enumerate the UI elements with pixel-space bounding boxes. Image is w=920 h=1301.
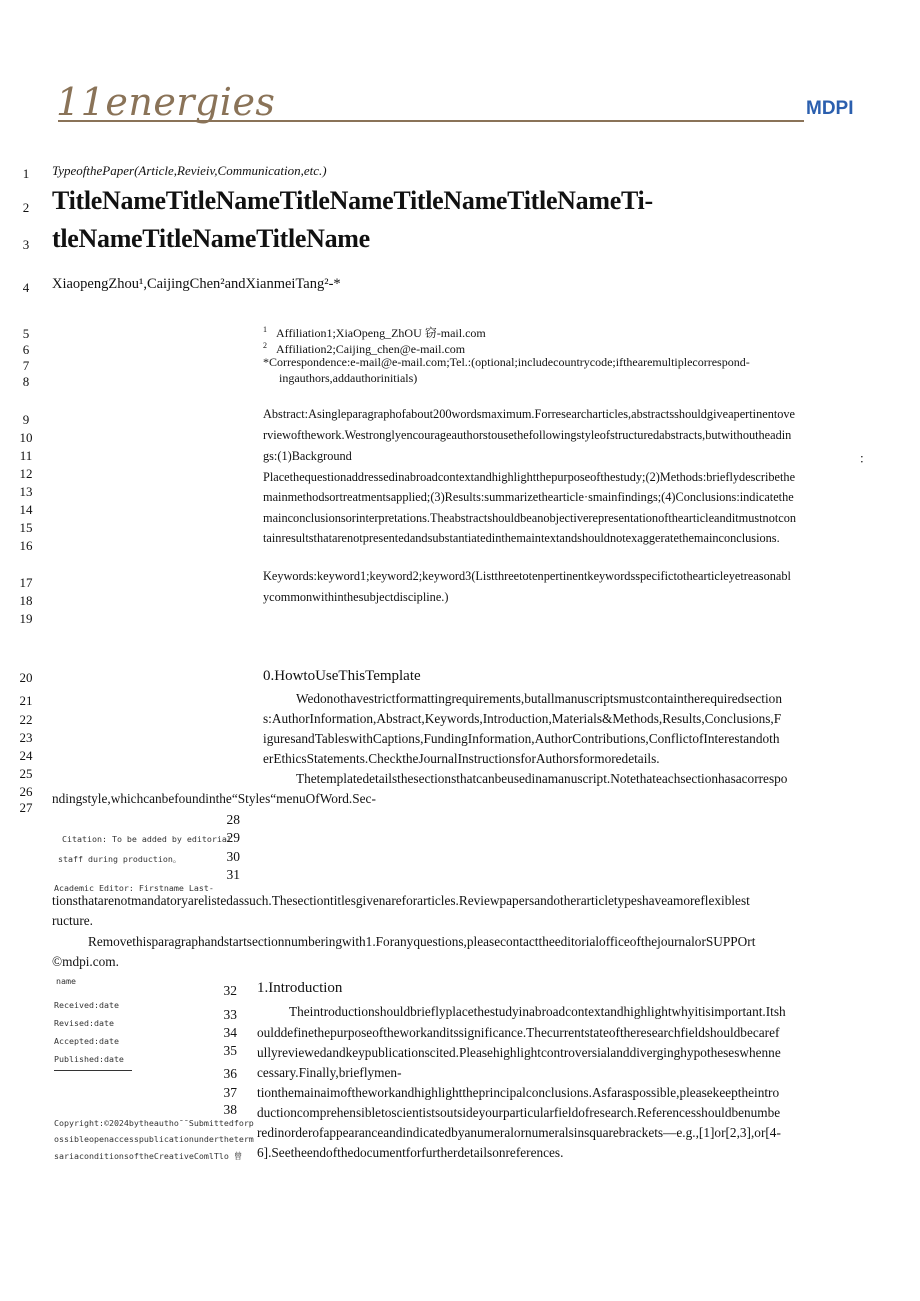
line-number: 20 (19, 670, 33, 685)
body-line: s:AuthorInformation,Abstract,Keywords,Introduction,Materials&Methods,Results,Conclusions,F (263, 711, 782, 726)
accepted-date: Accepted:date (54, 1036, 119, 1046)
line-number: 27 (19, 800, 33, 815)
revised-date: Revised:date (54, 1018, 114, 1028)
line-number: 4 (22, 280, 30, 295)
line-number: 26 (19, 784, 33, 799)
header-rule (58, 120, 804, 122)
academic-editor-note: name (56, 976, 76, 986)
copyright-note: Copyright:©2024bytheautho¯¯Submittedforp (54, 1118, 254, 1128)
abstract-line: mainmethodsortreatmentsapplied;(3)Results:summarizethearticle·smainfindings;(4)Conclusions:indicatethe (263, 490, 794, 504)
affiliation: $^2$ Affiliation2;Caijing_chen@e-mail.com (263, 341, 466, 356)
line-number: 3 (22, 237, 30, 252)
abstract-line: mainconclusionsorinterpretations.Theabstractshouldbeanobjectiverepresentationofthearticleanditmustnotcon (263, 511, 797, 525)
line-number: 11 (19, 448, 33, 463)
body-line: oulddefinethepurposeoftheworkanditssignificance.Thecurrentstateoftheresearchfieldshouldbecaref (257, 1025, 780, 1040)
line-number: 18 (19, 593, 33, 608)
line-number: 14 (19, 502, 33, 517)
abstract-line: gs:(1)Background (263, 449, 352, 463)
line-number: 2 (22, 200, 30, 215)
body-line: ullyreviewedandkeypublicationscited.Pleasehighlightcontroversialanddiverginghypotheseswhenne (257, 1045, 781, 1060)
paper-type: TypeofthePaper(Article,Revieiv,Communication,etc.) (52, 163, 327, 178)
line-number: 19 (19, 611, 33, 626)
citation-note: Citation: To be added by editorial (62, 834, 232, 844)
body-line: redinorderofappearanceandindicatedbyanumeralornumeralsinsquarebrackets—e.g.,[1]or[2,3],or[4- (257, 1125, 781, 1140)
body-line: tionthemainaimoftheworkandhighlighttheprincipalconclusions.Asfaraspossible,pleasekeeptheintro (257, 1085, 780, 1100)
affiliation: $^1$ Affiliation1;XiaOpeng_ZhOU 窃-mail.com (263, 325, 486, 340)
abstract-line: Abstract:Asingleparagraphofabout200wordsmaximum.Forresearcharticles,abstractsshouldgiveapertinentove (263, 407, 796, 421)
keywords-line: ycommonwithinthesubjectdiscipline.) (263, 590, 449, 604)
line-number: 36 (223, 1066, 237, 1081)
received-date: Received:date (54, 1000, 119, 1010)
abstract-colon: ： (859, 452, 872, 466)
line-number: 35 (223, 1043, 237, 1058)
paper-title-line: tleNameTitleNameTitleName (52, 224, 370, 253)
line-number: 10 (19, 430, 33, 445)
paper-title-line: TitleNameTitleNameTitleNameTitleNameTitleNameTi- (52, 186, 653, 215)
line-number: 5 (22, 326, 30, 341)
line-number: 16 (19, 538, 33, 553)
sidebar-divider (54, 1070, 132, 1071)
line-number: 29 (226, 830, 240, 845)
line-number: 21 (19, 693, 33, 708)
body-line: iguresandTableswithCaptions,FundingInformation,AuthorContributions,ConflictofInterestandoth (263, 731, 780, 746)
body-line: ndingstyle,whichcanbefoundinthe“Styles“menuOfWord.Sec- (52, 791, 376, 806)
body-line: Removethisparagraphandstartsectionnumberingwith1.Foranyquestions,pleasecontacttheeditorialofficeofthejournalorSUPPOrt (88, 934, 756, 949)
line-number: 23 (19, 730, 33, 745)
line-number: 8 (22, 374, 30, 389)
line-number: 33 (223, 1007, 237, 1022)
abstract-line: Placethequestionaddressedinabroadcontextandhighlightthepurposeofthestudy;(2)Methods:brieflydescribethe (263, 470, 796, 484)
publisher-logo: MDPI (806, 98, 854, 119)
line-number: 24 (19, 748, 33, 763)
correspondence: *Correspondence:e-mail@e-mail.com;Tel.:(optional;includecountrycode;ifthearemultiplecorrespond- (263, 355, 750, 369)
keywords-line: Keywords:keyword1;keyword2;keyword3(Listthreetotenpertinentkeywordsspecifictothearticleyetreasonabl (263, 569, 791, 583)
line-number: 15 (19, 520, 33, 535)
body-line: tionsthatarenotmandatoryarelistedassuch.Thesectiontitlesgivenareforarticles.Reviewpapersandotherarticletypeshaveamoreflexiblest (52, 893, 750, 908)
copyright-note: sariaconditionsoftheCreativeComlTlo 曾 (54, 1151, 243, 1161)
line-number: 25 (19, 766, 33, 781)
line-number: 30 (226, 849, 240, 864)
line-number: 34 (223, 1025, 237, 1040)
citation-note: staff during production。 (58, 854, 182, 864)
line-number: 13 (19, 484, 33, 499)
line-number: 28 (226, 812, 240, 827)
line-number: 38 (223, 1102, 237, 1117)
copyright-note: ossibleopenaccesspublicationundertheterm (54, 1134, 254, 1144)
abstract-line: tainresultsthatarenotpresentedandsubstantiatedinthemaintextandshouldnotexaggeratethemainconclusions. (263, 531, 780, 545)
line-number: 37 (223, 1085, 237, 1100)
abstract-line: rviewofthework.Westronglyencourageauthorstousethefollowingstyleofstructuredabstracts,butwithoutheadin (263, 428, 792, 442)
line-number: 22 (19, 712, 33, 727)
line-number: 32 (223, 983, 237, 998)
line-number: 6 (22, 342, 30, 357)
body-line: ductioncomprehensibletoscientistsoutsideyourparticularfieldofresearch.Referencesshouldbenumbe (257, 1105, 781, 1120)
line-number: 12 (19, 466, 33, 481)
line-number: 7 (22, 358, 30, 373)
section-heading: 0.HowtoUseThisTemplate (263, 668, 421, 684)
body-line: Wedonothavestrictformattingrequirements,butallmanuscriptsmustcontaintherequiredsection (296, 691, 782, 706)
body-line: ructure. (52, 913, 93, 928)
body-line: Thetemplatedetailsthesectionsthatcanbeusedinamanuscript.Notethateachsectionhasacorrespo (296, 771, 788, 786)
body-line: 6].Seetheendofthedocumentforfurtherdetailsonreferences. (257, 1145, 564, 1160)
body-line: erEthicsStatements.ChecktheJournalInstructionsforAuthorsformoredetails. (263, 751, 660, 766)
body-line: Theintroductionshouldbrieflyplacethestudyinabroadcontextandhighlightwhyitisimportant.Itsh (289, 1004, 786, 1019)
body-line: cessary.Finally,brieflymen- (257, 1065, 402, 1080)
journal-logo: 11energies (56, 80, 276, 124)
line-number: 9 (22, 412, 30, 427)
academic-editor-note: Academic Editor: Firstname Last- (54, 883, 214, 893)
correspondence-cont: ingauthors,addauthorinitials) (279, 371, 418, 385)
body-line: ©mdpi.com. (52, 954, 119, 969)
line-number: 17 (19, 575, 33, 590)
section-heading: 1.Introduction (257, 980, 343, 996)
author-list: XiaopengZhou¹,CaijingChen²andXianmeiTang²-* (52, 276, 341, 292)
published-date: Published:date (54, 1054, 124, 1064)
line-number: 31 (226, 867, 240, 882)
line-number: 1 (22, 166, 30, 181)
